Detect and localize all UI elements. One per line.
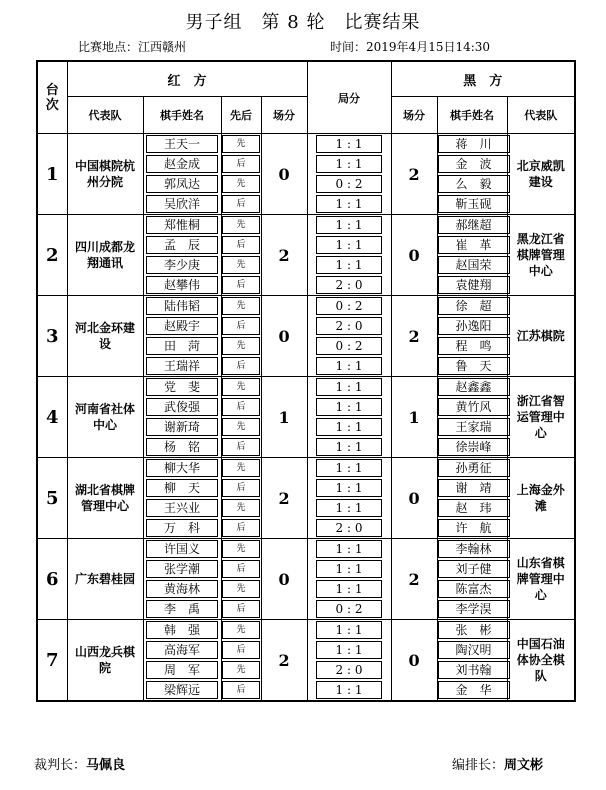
red-player: 赵金成 [146, 155, 218, 173]
game-score-cell [307, 539, 391, 560]
red-team: 山西龙兵棋院 [67, 620, 143, 702]
scheduler-line [452, 754, 543, 773]
game-score: 1 : 1 [316, 580, 382, 598]
black-player-header: 棋手姓名 [437, 97, 507, 134]
time-label: 时间： [330, 40, 367, 54]
game-score-cell [307, 559, 391, 579]
scheduler-name: 周文彬 [504, 758, 544, 773]
order-badge: 后 [222, 155, 260, 173]
order-badge: 先 [222, 621, 260, 639]
black-points: 0 [391, 215, 437, 296]
game-score: 0 : 2 [316, 297, 382, 315]
results-table [36, 60, 576, 702]
game-score: 1 : 1 [316, 459, 382, 477]
red-player-cell [143, 174, 221, 194]
red-player: 王瑞祥 [146, 357, 218, 375]
round-number: 3 [37, 296, 67, 377]
venue-value: 江西赣州 [138, 40, 187, 54]
black-player-cell [437, 579, 507, 599]
red-player-cell [143, 296, 221, 317]
order-badge-cell [221, 194, 261, 215]
order-badge: 先 [222, 378, 260, 396]
game-score: 1 : 1 [316, 236, 382, 254]
black-player: 孙逸阳 [438, 317, 510, 335]
red-player: 张学潮 [146, 560, 218, 578]
game-score-cell [307, 134, 391, 155]
red-player: 孟 辰 [146, 236, 218, 254]
red-player-cell [143, 255, 221, 275]
black-player: 张 彬 [438, 621, 510, 639]
black-player: 郝继超 [438, 216, 510, 234]
order-badge-cell [221, 336, 261, 356]
red-player: 赵攀伟 [146, 276, 218, 294]
red-points: 2 [261, 458, 307, 539]
game-score-cell [307, 478, 391, 498]
game-score-cell [307, 235, 391, 255]
black-player: 陶汉明 [438, 641, 510, 659]
page-title: 男子组 第 8 轮 比赛结果 [185, 12, 421, 33]
black-player: 陈富杰 [438, 580, 510, 598]
game-score: 1 : 1 [316, 155, 382, 173]
game-row [37, 377, 575, 398]
scheduler-label: 编排长： [452, 758, 505, 773]
black-player-cell [437, 316, 507, 336]
game-row [37, 134, 575, 155]
game-score-cell [307, 660, 391, 680]
red-player-cell [143, 134, 221, 155]
red-side-header: 红 方 [67, 61, 307, 97]
black-player-cell [437, 559, 507, 579]
order-badge-cell [221, 498, 261, 518]
order-badge: 先 [222, 216, 260, 234]
order-badge: 先 [222, 297, 260, 315]
game-score: 2 : 0 [316, 317, 382, 335]
order-badge-cell [221, 397, 261, 417]
red-player: 许国义 [146, 540, 218, 558]
order-badge: 后 [222, 519, 260, 537]
black-team: 北京威凯建设 [507, 134, 575, 215]
game-score-cell [307, 397, 391, 417]
red-points-header: 场分 [261, 97, 307, 134]
round-number: 2 [37, 215, 67, 296]
black-player: 么 毅 [438, 175, 510, 193]
red-player: 田 菏 [146, 337, 218, 355]
red-player: 王天一 [146, 135, 218, 153]
game-score: 1 : 1 [316, 418, 382, 436]
referee-line [34, 754, 125, 773]
red-player-cell [143, 579, 221, 599]
order-badge-cell [221, 154, 261, 174]
referee-label: 裁判长： [34, 758, 87, 773]
order-badge: 后 [222, 398, 260, 416]
black-player: 刘子健 [438, 560, 510, 578]
order-badge-cell [221, 296, 261, 317]
black-player-cell [437, 518, 507, 539]
red-player-cell [143, 660, 221, 680]
red-team: 广东碧桂园 [67, 539, 143, 620]
game-score: 0 : 2 [316, 337, 382, 355]
black-player: 金 波 [438, 155, 510, 173]
red-player-cell [143, 437, 221, 458]
black-points: 0 [391, 620, 437, 702]
black-player: 李学淏 [438, 600, 510, 618]
order-badge: 先 [222, 175, 260, 193]
black-team: 山东省棋牌管理中心 [507, 539, 575, 620]
black-player-cell [437, 255, 507, 275]
order-badge-cell [221, 437, 261, 458]
red-player-cell [143, 417, 221, 437]
round-number: 1 [37, 134, 67, 215]
red-player-cell [143, 336, 221, 356]
red-team: 湖北省棋牌管理中心 [67, 458, 143, 539]
time-line [330, 38, 490, 55]
game-score-cell [307, 215, 391, 236]
order-badge: 先 [222, 256, 260, 274]
red-points: 2 [261, 620, 307, 702]
game-score: 1 : 1 [316, 499, 382, 517]
black-side-header: 黑 方 [391, 61, 575, 97]
black-points: 2 [391, 296, 437, 377]
game-score: 2 : 0 [316, 661, 382, 679]
black-player: 靳玉砚 [438, 195, 510, 213]
order-badge: 后 [222, 195, 260, 213]
black-player: 徐 超 [438, 297, 510, 315]
red-player: 梁辉远 [146, 681, 218, 699]
red-player: 郑惟桐 [146, 216, 218, 234]
order-badge-cell [221, 599, 261, 620]
red-player-header: 棋手姓名 [143, 97, 221, 134]
black-player-cell [437, 397, 507, 417]
black-player-cell [437, 174, 507, 194]
order-badge: 后 [222, 479, 260, 497]
black-player-cell [437, 417, 507, 437]
order-badge: 后 [222, 438, 260, 456]
black-player-cell [437, 680, 507, 701]
red-player: 赵殿宇 [146, 317, 218, 335]
order-badge-cell [221, 174, 261, 194]
red-player-cell [143, 154, 221, 174]
red-player-cell [143, 316, 221, 336]
black-player-cell [437, 437, 507, 458]
order-badge-cell [221, 660, 261, 680]
red-player: 黄海林 [146, 580, 218, 598]
order-badge-cell [221, 377, 261, 398]
red-points: 1 [261, 377, 307, 458]
red-player: 王兴业 [146, 499, 218, 517]
game-score: 1 : 1 [316, 378, 382, 396]
game-score-cell [307, 640, 391, 660]
game-score-header: 局分 [307, 61, 391, 134]
black-points-header: 场分 [391, 97, 437, 134]
red-player: 郭凤达 [146, 175, 218, 193]
black-player-cell [437, 356, 507, 377]
black-team: 浙江省智运管理中心 [507, 377, 575, 458]
game-score: 1 : 1 [316, 398, 382, 416]
game-row [37, 296, 575, 317]
red-player-cell [143, 356, 221, 377]
black-points: 1 [391, 377, 437, 458]
red-player-cell [143, 458, 221, 479]
black-player: 袁健翔 [438, 276, 510, 294]
black-player-cell [437, 620, 507, 641]
game-score: 1 : 1 [316, 641, 382, 659]
order-badge: 先 [222, 540, 260, 558]
order-badge-cell [221, 316, 261, 336]
red-points: 0 [261, 539, 307, 620]
game-score-cell [307, 275, 391, 296]
black-points: 0 [391, 458, 437, 539]
order-badge: 先 [222, 499, 260, 517]
red-player: 李少庚 [146, 256, 218, 274]
red-player-cell [143, 478, 221, 498]
order-badge: 后 [222, 681, 260, 699]
game-score: 1 : 1 [316, 135, 382, 153]
black-player-cell [437, 539, 507, 560]
red-player-cell [143, 275, 221, 296]
black-player-cell [437, 235, 507, 255]
game-score-cell [307, 518, 391, 539]
game-score-cell [307, 599, 391, 620]
red-player-cell [143, 194, 221, 215]
black-player: 程 鸣 [438, 337, 510, 355]
order-badge-cell [221, 579, 261, 599]
red-player-cell [143, 539, 221, 560]
game-score-cell [307, 498, 391, 518]
game-score: 0 : 2 [316, 175, 382, 193]
black-player-cell [437, 458, 507, 479]
order-badge-cell [221, 255, 261, 275]
black-player-cell [437, 336, 507, 356]
black-player: 李翰林 [438, 540, 510, 558]
game-row [37, 215, 575, 236]
order-badge-cell [221, 640, 261, 660]
red-player: 柳 天 [146, 479, 218, 497]
order-badge: 后 [222, 600, 260, 618]
order-badge: 先 [222, 661, 260, 679]
round-number: 7 [37, 620, 67, 702]
black-player-cell [437, 194, 507, 215]
game-score: 2 : 0 [316, 519, 382, 537]
red-team: 河南省社体中心 [67, 377, 143, 458]
results-body [37, 134, 575, 702]
order-badge: 后 [222, 276, 260, 294]
black-points: 2 [391, 539, 437, 620]
game-score: 1 : 1 [316, 438, 382, 456]
red-player-cell [143, 518, 221, 539]
black-player: 王家瑞 [438, 418, 510, 436]
game-score: 1 : 1 [316, 256, 382, 274]
order-badge-cell [221, 215, 261, 236]
game-score: 1 : 1 [316, 216, 382, 234]
venue-line [78, 38, 186, 55]
venue-label: 比赛地点： [78, 40, 139, 54]
game-score-cell [307, 620, 391, 641]
order-badge: 先 [222, 418, 260, 436]
red-player-cell [143, 397, 221, 417]
order-badge: 后 [222, 641, 260, 659]
red-points: 0 [261, 134, 307, 215]
red-player-cell [143, 599, 221, 620]
order-badge: 先 [222, 337, 260, 355]
order-badge-cell [221, 134, 261, 155]
red-player-cell [143, 215, 221, 236]
order-header: 先后 [221, 97, 261, 134]
game-score-cell [307, 316, 391, 336]
red-player: 柳大华 [146, 459, 218, 477]
order-badge-cell [221, 539, 261, 560]
order-badge: 先 [222, 459, 260, 477]
red-player-cell [143, 640, 221, 660]
order-badge-cell [221, 559, 261, 579]
game-score: 1 : 1 [316, 621, 382, 639]
red-player: 陆伟韬 [146, 297, 218, 315]
red-team: 中国棋院杭州分院 [67, 134, 143, 215]
black-player-cell [437, 478, 507, 498]
order-badge-cell [221, 458, 261, 479]
game-score: 0 : 2 [316, 600, 382, 618]
game-score: 1 : 1 [316, 540, 382, 558]
game-score-cell [307, 296, 391, 317]
game-score-cell [307, 336, 391, 356]
black-player: 徐崇峰 [438, 438, 510, 456]
black-player-cell [437, 498, 507, 518]
game-score-cell [307, 174, 391, 194]
game-score-cell [307, 194, 391, 215]
red-player: 吴欣洋 [146, 195, 218, 213]
round-number: 4 [37, 377, 67, 458]
game-score-cell [307, 255, 391, 275]
black-team: 黑龙江省棋牌管理中心 [507, 215, 575, 296]
order-badge-cell [221, 680, 261, 701]
game-score-cell [307, 356, 391, 377]
black-player: 崔 革 [438, 236, 510, 254]
black-player-cell [437, 640, 507, 660]
game-row [37, 539, 575, 560]
red-player: 党 斐 [146, 378, 218, 396]
red-player: 武俊强 [146, 398, 218, 416]
round-number: 5 [37, 458, 67, 539]
black-team: 上海金外滩 [507, 458, 575, 539]
order-badge: 后 [222, 236, 260, 254]
red-player: 万 科 [146, 519, 218, 537]
red-player: 谢新琦 [146, 418, 218, 436]
black-player-cell [437, 275, 507, 296]
red-player-cell [143, 620, 221, 641]
order-badge: 先 [222, 135, 260, 153]
order-badge-cell [221, 518, 261, 539]
black-player-cell [437, 134, 507, 155]
black-team: 江苏棋院 [507, 296, 575, 377]
order-badge-cell [221, 620, 261, 641]
order-badge: 后 [222, 317, 260, 335]
round-header: 台次 [37, 61, 67, 134]
black-team: 中国石油体协全棋队 [507, 620, 575, 702]
game-score: 1 : 1 [316, 681, 382, 699]
black-player: 孙勇征 [438, 459, 510, 477]
black-player: 黄竹风 [438, 398, 510, 416]
red-team-header: 代表队 [67, 97, 143, 134]
black-player: 赵国荣 [438, 256, 510, 274]
game-score-cell [307, 377, 391, 398]
black-player-cell [437, 599, 507, 620]
game-score: 1 : 1 [316, 357, 382, 375]
black-player: 鲁 天 [438, 357, 510, 375]
game-score: 2 : 0 [316, 276, 382, 294]
black-player-cell [437, 215, 507, 236]
red-team: 河北金环建设 [67, 296, 143, 377]
game-score-cell [307, 579, 391, 599]
game-row [37, 458, 575, 479]
red-player: 高海军 [146, 641, 218, 659]
order-badge: 后 [222, 357, 260, 375]
black-player: 赵鑫鑫 [438, 378, 510, 396]
order-badge: 先 [222, 580, 260, 598]
game-score-cell [307, 417, 391, 437]
red-player: 韩 强 [146, 621, 218, 639]
black-player-cell [437, 377, 507, 398]
black-player: 许 航 [438, 519, 510, 537]
order-badge: 后 [222, 560, 260, 578]
order-badge-cell [221, 235, 261, 255]
order-badge-cell [221, 417, 261, 437]
black-player: 蒋 川 [438, 135, 510, 153]
red-points: 0 [261, 296, 307, 377]
black-player-cell [437, 154, 507, 174]
time-value: 2019年4月15日14:30 [366, 40, 491, 54]
game-score-cell [307, 437, 391, 458]
black-player: 谢 靖 [438, 479, 510, 497]
red-team: 四川成都龙翔通讯 [67, 215, 143, 296]
red-player-cell [143, 498, 221, 518]
black-points: 2 [391, 134, 437, 215]
game-row [37, 620, 575, 641]
red-player: 杨 铭 [146, 438, 218, 456]
game-score-cell [307, 154, 391, 174]
red-player-cell [143, 559, 221, 579]
game-score-cell [307, 458, 391, 479]
black-player-cell [437, 296, 507, 317]
order-badge-cell [221, 478, 261, 498]
black-player-cell [437, 660, 507, 680]
black-player: 赵 玮 [438, 499, 510, 517]
order-badge-cell [221, 275, 261, 296]
game-score: 1 : 1 [316, 479, 382, 497]
red-points: 2 [261, 215, 307, 296]
red-player-cell [143, 680, 221, 701]
red-player-cell [143, 377, 221, 398]
black-player: 金 华 [438, 681, 510, 699]
black-team-header: 代表队 [507, 97, 575, 134]
black-player: 刘书翰 [438, 661, 510, 679]
game-score: 1 : 1 [316, 560, 382, 578]
game-score: 1 : 1 [316, 195, 382, 213]
game-score-cell [307, 680, 391, 701]
round-number: 6 [37, 539, 67, 620]
referee-name: 马佩良 [86, 758, 126, 773]
red-player: 李 禹 [146, 600, 218, 618]
red-player: 周 军 [146, 661, 218, 679]
red-player-cell [143, 235, 221, 255]
order-badge-cell [221, 356, 261, 377]
